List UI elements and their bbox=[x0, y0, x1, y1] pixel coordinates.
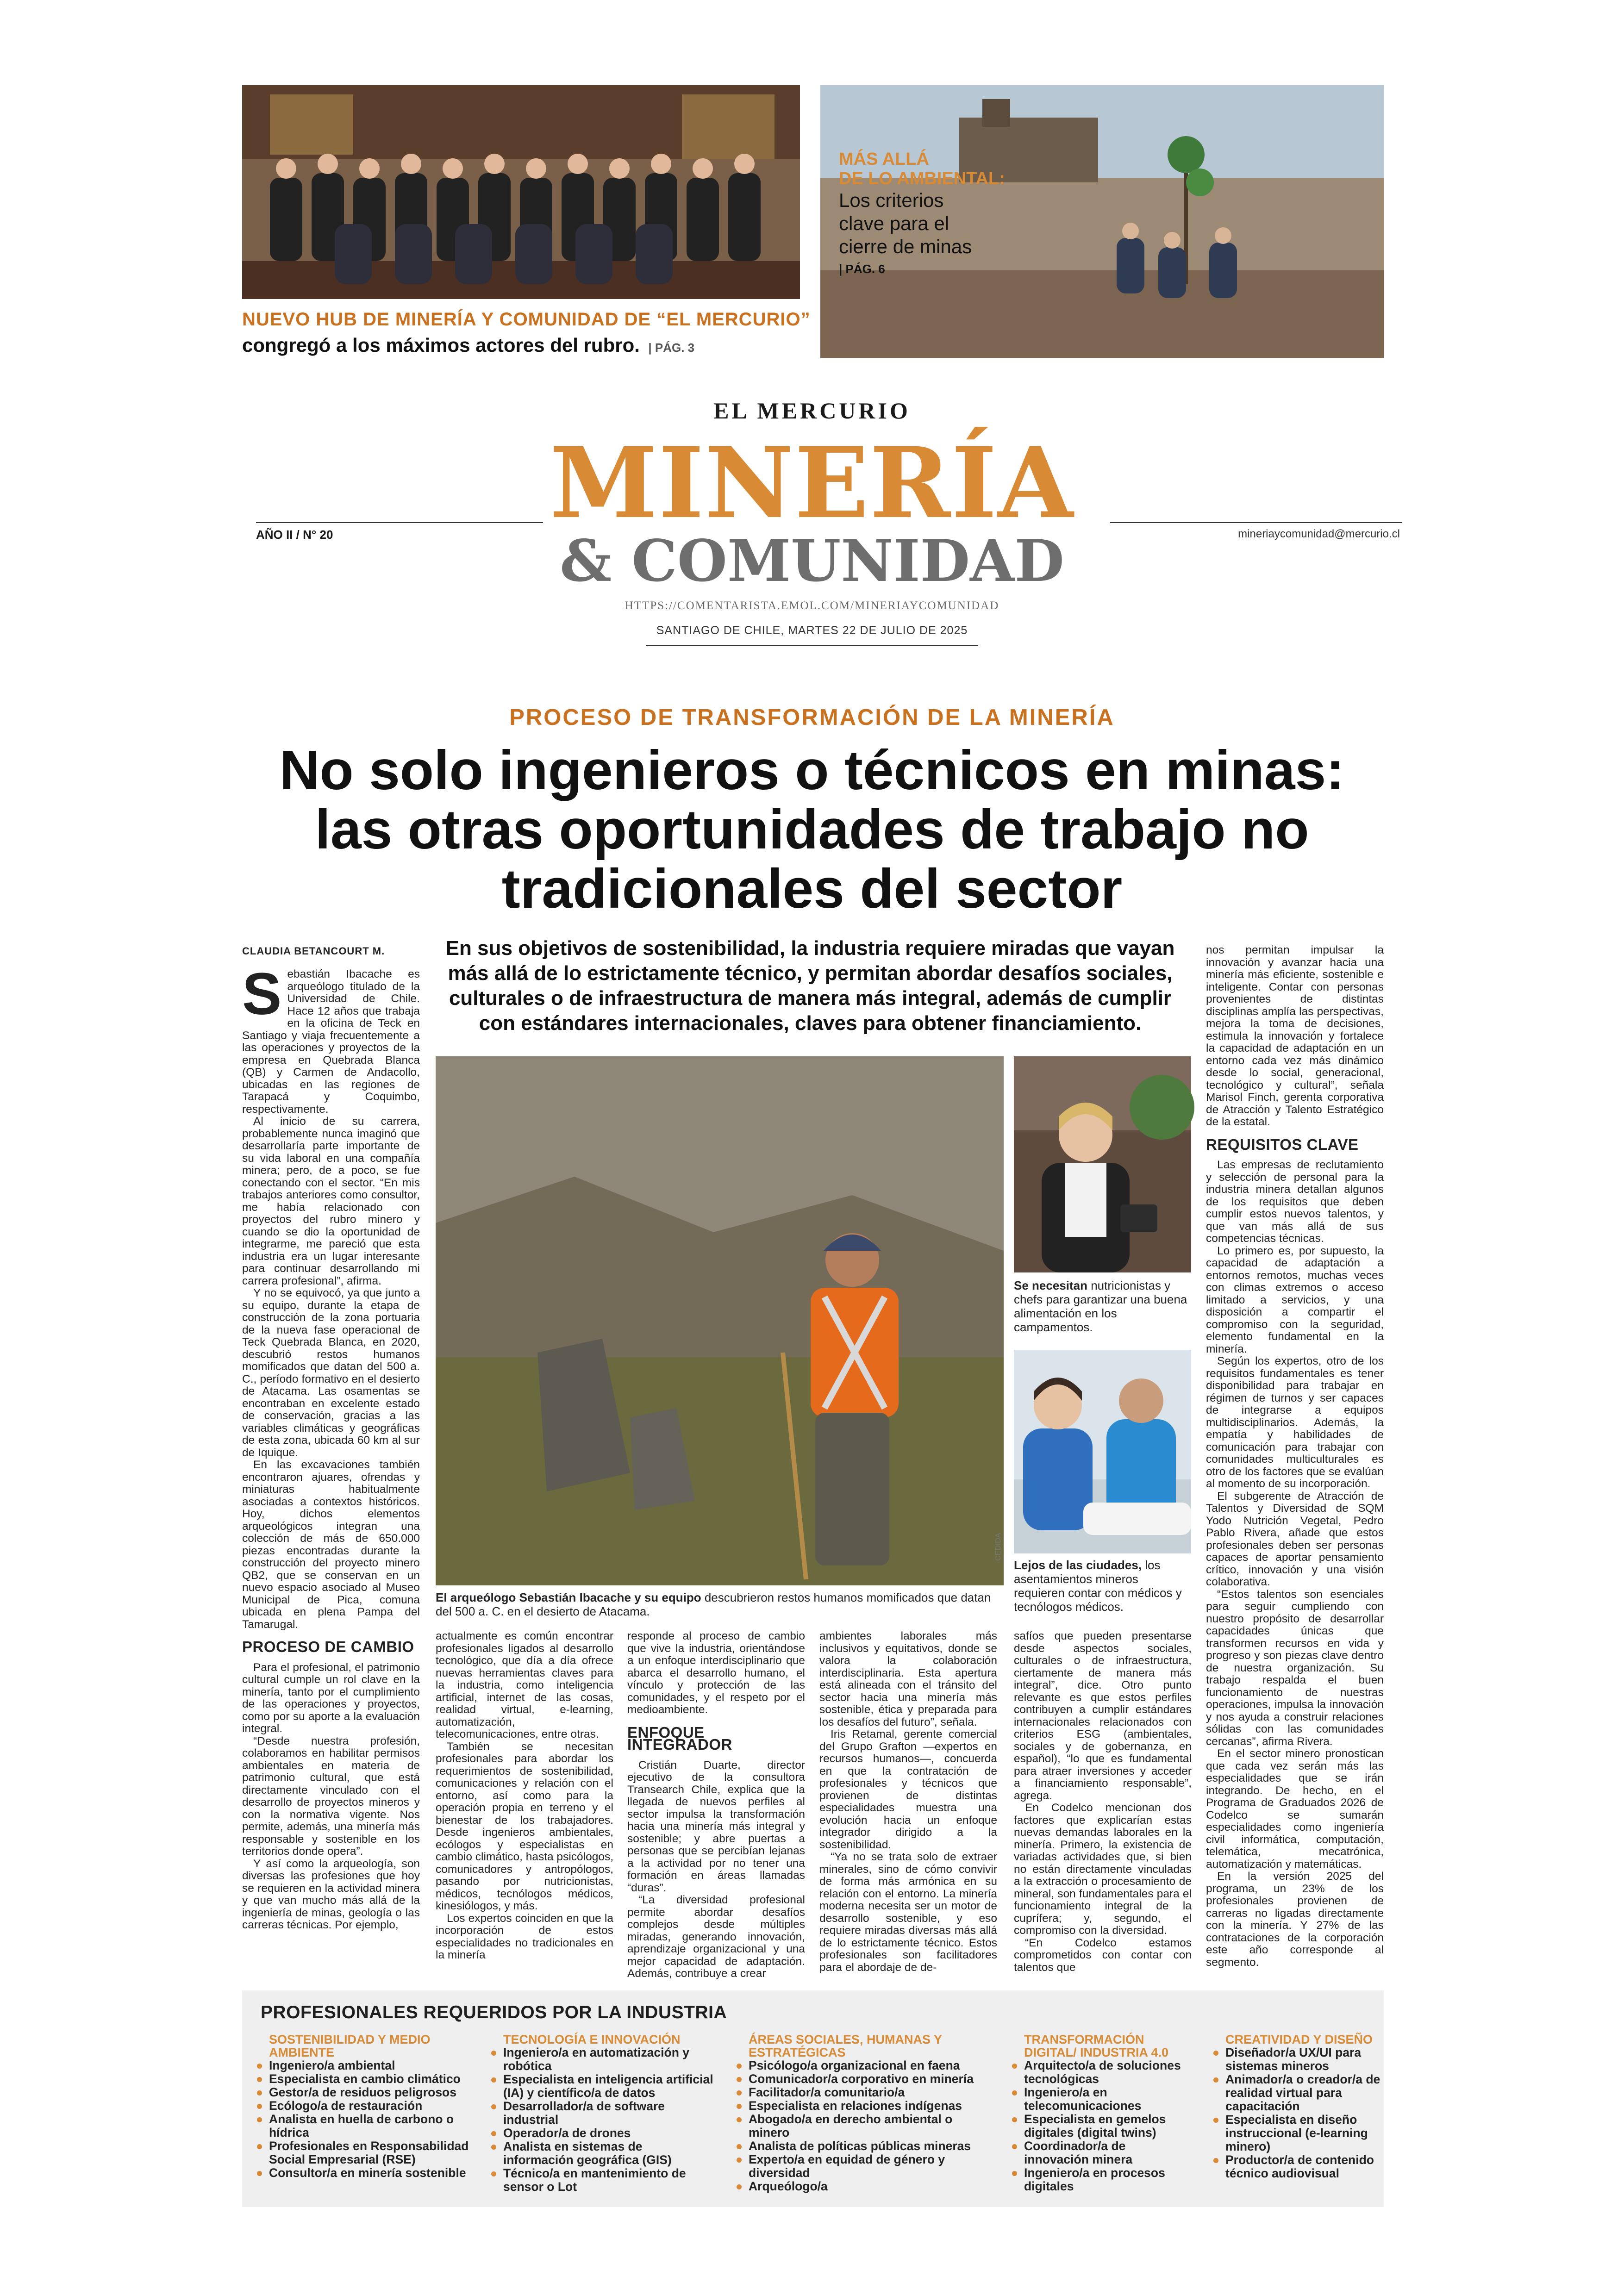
article-headline bbox=[210, 741, 1414, 918]
col4-paragraph-2: Iris Retamal, gerente comercial del Grupo Grafton —expertos en recursos humanos—, concuerda en que la contratación de profesionales y técnicos que provienen de distintas especialidades muestra una evolución hacia un enfoque integrador dirigido a la sostenibilidad. bbox=[819, 1728, 997, 1851]
teaser-right-overlay bbox=[839, 150, 1005, 276]
list-item: Diseñador/a UX/UI para sistemas mineros bbox=[1210, 2046, 1381, 2073]
medic-photo-caption bbox=[1014, 1558, 1191, 1614]
category-technology bbox=[487, 2033, 714, 2194]
list-item: Ecólogo/a de restauración bbox=[253, 2099, 475, 2113]
category-list bbox=[1210, 2046, 1381, 2180]
masthead-subtitle: & COMUNIDAD bbox=[560, 528, 1064, 595]
col2-paragraph-2: También se necesitan profesionales para abordar los requerimientos de sostenibilidad, comunicaciones y relación con el entorno, así como para la operación propia en terreno y el bienestar de los trabajadores. Desde ingenieros ambientales, ecólogos y especialistas en cambio climático, hasta psicólogos, comunicadores y antropólogos, pasando por nutricionistas, médicos, tecnólogos médicos, kinesiólogos, y más. bbox=[436, 1740, 614, 1912]
col1-paragraph-2: Al inicio de su carrera, probablemente nunca imaginó que desarrollaría parte importante de su vida laboral en una compañía minera; pero, de a poco, se fue conectando con el sector. “En mis trabajos anteriores como consultor, me había relacionado con proyectos del rubro minero y cuando se dio la oportunidad de integrarme, me pareció que esta industria era un lugar interesante para continuar desarrollando mi carrera profesional”, afirma. bbox=[242, 1115, 420, 1287]
headline-line-2: las otras oportunidades de trabajo no bbox=[315, 798, 1309, 861]
teaser-right-kicker-2: DE LO AMBIENTAL: bbox=[839, 169, 1005, 188]
category-list bbox=[1008, 2059, 1193, 2193]
col6-paragraph-7: En el sector minero pronostican que cada vez serán más las especialidades que se irán integrando. De hecho, en el Programa de Graduados 2026 de Codelco se sumarán especialidades como ingeniería civil informática, computación, telemática, mecatrónica, automatización y matemáticas. bbox=[1206, 1747, 1384, 1871]
category-title: SOSTENIBILIDAD Y MEDIO AMBIENTE bbox=[269, 2033, 431, 2059]
category-digital bbox=[1008, 2033, 1193, 2193]
list-item: Coordinador/a de innovación minera bbox=[1008, 2139, 1193, 2166]
teaser-right-page: | PÁG. 6 bbox=[839, 262, 885, 276]
masthead-issue: AÑO II / N° 20 bbox=[256, 528, 333, 542]
col3-paragraph-3: “La diversidad profesional permite abordar desafíos complejos desde múltiples miradas, generando innovación, aprendizaje organizacional y una mejor capacidad de adaptación. Además, contribuye a crear bbox=[627, 1894, 805, 1980]
byline: CLAUDIA BETANCOURT M. bbox=[242, 945, 385, 957]
chef-caption-bold: Se necesitan bbox=[1014, 1278, 1087, 1292]
category-title: TRANSFORMACIÓN DIGITAL/ INDUSTRIA 4.0 bbox=[1024, 2033, 1169, 2059]
category-list bbox=[253, 2059, 475, 2180]
masthead-rule-right bbox=[1110, 522, 1402, 523]
col1-p1-text: ebastián Ibacache es arqueólogo titulado de la Universidad de Chile. Hace 12 años que trabaja en la oficina de Teck en Santiago y viaja frecuentemente a las operaciones y proyectos de la empresa en Quebrada Blanca (QB) y Carmen de Andacollo, ubicadas en las regiones de Tarapacá y Coquimbo, respectivamente. bbox=[242, 968, 420, 1116]
list-item: Ingeniero/a en procesos digitales bbox=[1008, 2166, 1193, 2193]
chef-photo-caption bbox=[1014, 1278, 1191, 1334]
chef-photo bbox=[1014, 1056, 1191, 1272]
list-item: Especialista en cambio climático bbox=[253, 2072, 475, 2086]
col1-paragraph-4: En las excavaciones también encontraron ajuares, ofrendas y miniaturas habitualmente asociadas a contextos históricos. Hoy, dichos elementos arqueológicos integran una colección de más de 650.000 piezas encontradas durante la construcción del proyecto minero QB2, que se conservan en un nuevo espacio asociado al Museo Municipal de Pica, comuna ubicada en plena Pampa del Tamarugal. bbox=[242, 1459, 420, 1631]
teaser-right-text-1: Los criterios bbox=[839, 189, 944, 211]
list-item: Profesionales en Responsabilidad Social Empresarial (RSE) bbox=[253, 2139, 475, 2166]
list-item: Animador/a o creador/a de realidad virtual para capacitación bbox=[1210, 2073, 1381, 2113]
teaser-right-kicker-1: MÁS ALLÁ bbox=[839, 150, 929, 169]
list-item: Arqueólogo/a bbox=[733, 2180, 974, 2193]
col4-paragraph-3: “Ya no se trata solo de extraer minerales, sino de cómo convivir de forma más armónica en su relación con el entorno. La minería moderna necesita ser un motor de desarrollo sostenible, y eso requiere miradas diversas más allá de lo estrictamente técnico. Estos profesionales son facilitadores para el abordaje de de- bbox=[819, 1851, 997, 1974]
subhead-enfoque-integrador: ENFOQUE INTEGRADOR bbox=[627, 1723, 732, 1753]
main-caption-rest: descubrieron restos humanos momificados que datan del 500 a. C. en el desierto de Atacama. bbox=[436, 1590, 991, 1618]
masthead-date: SANTIAGO DE CHILE, MARTES 22 DE JULIO DE 2025 bbox=[656, 624, 968, 637]
category-creativity bbox=[1210, 2033, 1381, 2180]
teaser-left-text: congregó a los máximos actores del rubro. bbox=[242, 334, 640, 356]
masthead-email[interactable]: mineriaycomunidad@mercurio.cl bbox=[1238, 528, 1400, 540]
article-kicker: PROCESO DE TRANSFORMACIÓN DE LA MINERÍA bbox=[509, 705, 1115, 730]
list-item: Analista en huella de carbono o hídrica bbox=[253, 2113, 475, 2139]
list-item: Desarrollador/a de software industrial bbox=[487, 2100, 714, 2127]
masthead-date-rule bbox=[646, 645, 978, 646]
article-lead: En sus objetivos de sostenibilidad, la industria requiere miradas que vayan más allá de lo estrictamente técnico, y permitan abordar desafíos sociales, culturales o de infraestructura de manera más integral, además de cumplir con estándares internacionales, claves para obtener financiamiento. bbox=[445, 937, 1175, 1035]
col5-paragraph-3: “En Codelco estamos comprometidos con contar con talentos que bbox=[1014, 1936, 1192, 1974]
category-social bbox=[733, 2033, 974, 2193]
article-col-2 bbox=[436, 1630, 614, 1961]
masthead-rule-left bbox=[256, 522, 543, 523]
col6-paragraph-1: nos permitan impulsar la innovación y avanzar hacia una minería más eficiente, sostenible e inteligente. Contar con personas provenientes de distintas disciplinas amplía las perspectivas, mejora la toma de decisiones, estimula la innovación y fortalece la capacidad de adaptación en un entorno cada vez más dinámico desde lo social, generacional, tecnológico y cultural”, señala Marisol Finch, gerenta corporativa de Atracción y Talento Estratégico de la estatal. bbox=[1206, 944, 1384, 1128]
col5-paragraph-1: safíos que pueden presentarse desde aspectos sociales, culturales o de infraestructura, ciertamente de manera más integral”, dice. Otro punto relevante es que estos perfiles contribuyen a cumplir estándares internacionales relacionados con criterios ESG (ambientales, sociales y de gobernanza, en español), “lo que es fundamental para atraer inversiones y acceder a financiamiento responsable”, agrega. bbox=[1014, 1630, 1192, 1802]
col2-paragraph-3: Los expertos coinciden en que la incorporación de estos especialidades no tradicionales en la minería bbox=[436, 1912, 613, 1961]
teaser-left-kicker: NUEVO HUB DE MINERÍA Y COMUNIDAD DE “EL MERCURIO” bbox=[242, 309, 811, 330]
list-item: Especialista en inteligencia artificial (IA) y científico/a de datos bbox=[487, 2073, 714, 2100]
list-item: Ingeniero/a en automatización y robótica bbox=[487, 2046, 714, 2073]
category-title: CREATIVIDAD Y DISEÑO bbox=[1225, 2033, 1373, 2046]
category-sustainability bbox=[253, 2033, 475, 2180]
list-item: Experto/a en equidad de género y diversidad bbox=[733, 2153, 974, 2180]
list-item: Abogado/a en derecho ambiental o minero bbox=[733, 2113, 974, 2139]
masthead-title: MINERÍA bbox=[550, 426, 1074, 540]
headline-line-3: tradicionales del sector bbox=[501, 858, 1123, 920]
teaser-right-text-2: clave para el bbox=[839, 212, 949, 234]
list-item: Facilitador/a comunitario/a bbox=[733, 2086, 974, 2099]
archaeologist-illustration bbox=[436, 1056, 1004, 1585]
list-item: Ingeniero/a en telecomunicaciones bbox=[1008, 2086, 1193, 2113]
article-col-3 bbox=[627, 1630, 805, 1980]
teaser-right-text-3: cierre de minas bbox=[839, 236, 972, 257]
main-photo bbox=[436, 1056, 1004, 1585]
group-photo-illustration bbox=[242, 85, 800, 299]
col6-paragraph-6: “Estos talentos son esenciales para seguir cumpliendo con nuestro propósito de desarrollar capacidades únicas que transformen recursos en vida y progreso y son piezas clave dentro de nuestra organización. Su trabajo respalda el buen funcionamiento de nuestras operaciones, impulsa la innovación y nos ayuda a construir relaciones sólidas con las comunidades cercanas”, afirma Rivera. bbox=[1206, 1588, 1384, 1748]
col3-paragraph-2: Cristián Duarte, director ejecutivo de la consultora Transearch Chile, explica que la llegada de nuevos perfiles al sector impulsa la transformación hacia una minería más integral y sostenible; y abre puertas a personas que se percibían lejanas a la actividad por no tener una formación en áreas llamadas “duras”. bbox=[627, 1759, 805, 1894]
col6-paragraph-4: Según los expertos, otro de los requisitos fundamentales es tener disponibilidad para trabajar en régimen de turnos y ser capaces de integrarse a equipos multidisciplinarios. Además, la empatía y habilidades de comunicación para trabajar con comunidades multiculturales es otro de los factores que se evalúan al momento de su incorporación. bbox=[1206, 1355, 1384, 1490]
list-item: Ingeniero/a ambiental bbox=[253, 2059, 475, 2072]
col1-paragraph-6: “Desde nuestra profesión, colaboramos en habilitar permisos ambientales en materia de patrimonio cultural, que está directamente vinculado con el desarrollo de proyectos mineros y con la normativa vigente. Nos permite, además, una minería más responsable y sostenible en los territorios donde opera”. bbox=[242, 1734, 420, 1858]
category-list bbox=[733, 2059, 974, 2193]
article-col-6 bbox=[1206, 944, 1384, 1969]
article-col-1 bbox=[242, 961, 420, 1931]
medic-photo bbox=[1014, 1350, 1191, 1553]
subhead-proceso-de-cambio: PROCESO DE CAMBIO bbox=[242, 1638, 414, 1655]
col1-paragraph-7: Y así como la arqueología, son diversas las profesiones que hoy se requieren en la actividad minera y que van mucho más allá de la ingeniería de minas, geología o las carreras técnicas. Por ejemplo, bbox=[242, 1857, 420, 1931]
col3-paragraph-1: responde al proceso de cambio que vive la industria, orientándose a un enfoque interdisciplinario que abarca el desarrollo humano, el vínculo y protección de las comunidades, y el respeto por el medioambiente. bbox=[627, 1630, 805, 1716]
col6-paragraph-3: Lo primero es, por supuesto, la capacidad de adaptación a entornos remotos, muchas veces con climas extremos o acceso limitado a servicios, y una disposición a compartir el compromiso con la seguridad, elemento fundamental en la minería. bbox=[1206, 1244, 1384, 1355]
list-item: Comunicador/a corporativo en minería bbox=[733, 2072, 974, 2086]
dropcap: S bbox=[242, 961, 282, 1027]
list-item: Operador/a de drones bbox=[487, 2127, 714, 2140]
masthead-brand: EL MERCURIO bbox=[713, 398, 911, 424]
list-item: Especialista en gemelos digitales (digital twins) bbox=[1008, 2113, 1193, 2139]
list-item: Especialista en diseño instruccional (e-learning minero) bbox=[1210, 2113, 1381, 2153]
list-item: Psicólogo/a organizacional en faena bbox=[733, 2059, 974, 2072]
category-title: ÁREAS SOCIALES, HUMANAS Y ESTRATÉGICAS bbox=[749, 2033, 942, 2059]
col6-paragraph-5: El subgerente de Atracción de Talentos y Diversidad de SQM Yodo Nutrición Vegetal, Pedro Pablo Rivera, añade que estos profesionales deben ser personas capaces de aportar pensamiento crítico, innovación y una visión colaborativa. bbox=[1206, 1490, 1384, 1588]
main-photo-caption bbox=[436, 1590, 1004, 1618]
professionals-title: PROFESIONALES REQUERIDOS POR LA INDUSTRIA bbox=[261, 2002, 727, 2022]
chef-illustration bbox=[1014, 1056, 1191, 1272]
medic-caption-bold: Lejos de las ciudades, bbox=[1014, 1558, 1142, 1572]
main-caption-bold: El arqueólogo Sebastián Ibacache y su equipo bbox=[436, 1590, 701, 1604]
list-item: Consultor/a en minería sostenible bbox=[253, 2166, 475, 2180]
headline-line-1: No solo ingenieros o técnicos en minas: bbox=[279, 739, 1345, 801]
teaser-photo-left bbox=[242, 85, 800, 299]
col1-paragraph-1 bbox=[242, 961, 420, 1116]
teaser-left-line bbox=[242, 334, 694, 356]
photo-credit: CEDIDA bbox=[994, 1533, 1002, 1561]
chef-caption-rest: nutricionistas y chefs para garantizar una buena alimentación en los campamentos. bbox=[1014, 1278, 1187, 1334]
list-item: Gestor/a de residuos peligrosos bbox=[253, 2086, 475, 2099]
article-col-5 bbox=[1014, 1630, 1192, 1974]
article-col-4 bbox=[819, 1630, 997, 1974]
medic-illustration bbox=[1014, 1350, 1191, 1553]
col4-paragraph-1: ambientes laborales más inclusivos y equitativos, donde se valora la colaboración interdisciplinaria. Esta apertura está alineada con el tránsito del sector hacia una minería más sostenible, ética y preparada para los desafíos del futuro”, señala. bbox=[819, 1630, 997, 1728]
professionals-box bbox=[242, 1990, 1384, 2207]
col6-paragraph-8: En la versión 2025 del programa, un 23% de los profesionales provienen de carreras no ligadas directamente con la minería. Y 27% de las contrataciones de la corporación este año corresponde al segmento. bbox=[1206, 1870, 1384, 1969]
medic-caption-rest: los asentamientos mineros requieren contar con médicos y tecnólogos médicos. bbox=[1014, 1558, 1182, 1614]
list-item: Productor/a de contenido técnico audiovisual bbox=[1210, 2153, 1381, 2180]
list-item: Especialista en relaciones indígenas bbox=[733, 2099, 974, 2113]
list-item: Analista de políticas públicas mineras bbox=[733, 2139, 974, 2153]
list-item: Arquitecto/a de soluciones tecnológicas bbox=[1008, 2059, 1193, 2086]
teaser-photo-right bbox=[820, 85, 1384, 358]
col6-paragraph-2: Las empresas de reclutamiento y selección de personal para la industria minera detallan algunos de los requisitos que deben cumplir estos nuevos talentos, y que van más allá de sus competencias técnicas. bbox=[1206, 1159, 1384, 1245]
teaser-left-page: | PÁG. 3 bbox=[648, 341, 695, 355]
category-title: TECNOLOGÍA E INNOVACIÓN bbox=[503, 2033, 681, 2046]
masthead-url[interactable]: HTTPS://COMENTARISTA.EMOL.COM/MINERIAYCOMUNIDAD bbox=[625, 599, 999, 612]
category-list bbox=[487, 2046, 714, 2194]
subhead-requisitos-clave: REQUISITOS CLAVE bbox=[1206, 1135, 1359, 1153]
list-item: Analista en sistemas de información geográfica (GIS) bbox=[487, 2140, 714, 2167]
col2-paragraph-1: actualmente es común encontrar profesionales ligados al desarrollo tecnológico, que día a día ofrece nuevas herramientas claves para la industria, como inteligencia artificial, internet de las cosas, realidad virtual, e-learning, automatización, telecomunicaciones, entre otras. bbox=[436, 1630, 613, 1740]
list-item: Técnico/a en mantenimiento de sensor o Lot bbox=[487, 2167, 714, 2194]
col5-paragraph-2: En Codelco mencionan dos factores que explicarían estas nuevas demandas laborales en la minería. Primero, la existencia de variadas actividades que, si bien no están directamente vinculadas a la extracción o procesamiento de mineral, son fundamentales para el funcionamiento integral de la cuprífera; y, segundo, el compromiso con la diversidad. bbox=[1014, 1802, 1192, 1937]
col1-paragraph-5: Para el profesional, el patrimonio cultural cumple un rol clave en la minería, tanto por el cumplimiento de las operaciones y proyectos, como por su aporte a la evaluación integral. bbox=[242, 1661, 420, 1735]
col1-paragraph-3: Y no se equivocó, ya que junto a su equipo, durante la etapa de construcción de la zona portuaria de la nueva fase operacional de Teck Quebrada Blanca, en 2020, descubrió restos humanos momificados que datan del 500 a. C., período formativo en el desierto de Atacama. Las osamentas se encontraban en excelente estado de conservación, gracias a las variables climáticas y geográficas de esta zona, ubicada 60 km al sur de Iquique. bbox=[242, 1287, 420, 1459]
